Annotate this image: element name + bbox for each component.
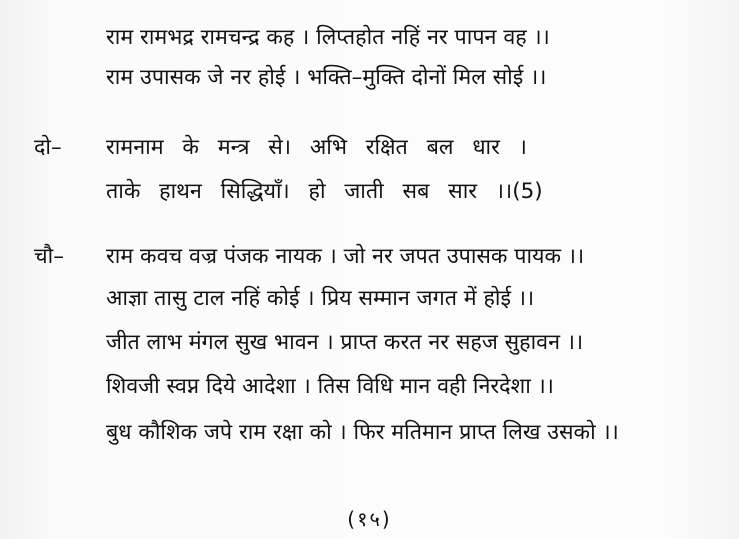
verse-line: राम रामभद्र रामचन्द्र कह । लिप्तहोत नहिं नर पापन वह ।। xyxy=(106,25,550,50)
page-number: (१५) xyxy=(347,507,392,531)
chaupai-label: चौ– xyxy=(34,244,64,269)
verse-line: रामनाम के मन्त्र से। अभि रक्षित बल धार । xyxy=(106,135,527,160)
verse-line: आज्ञा तासु टाल नहिं कोई । प्रिय सम्मान जगत में होई ।। xyxy=(106,286,535,311)
bleed-through xyxy=(460,100,465,118)
verse-line: ताके हाथन सिद्धियाँ। हो जाती सब सार ।।(5) xyxy=(106,179,543,204)
verse-line: राम कवच वज्र पंजक नायक । जो नर जपत उपासक पायक ।। xyxy=(106,244,585,269)
verse-line: शिवजी स्वप्न दिये आदेशा । तिस विधि मान वही निरदेशा ।। xyxy=(106,374,554,399)
doha-label: दो– xyxy=(34,135,62,160)
verse-line: राम उपासक जे नर होई । भक्ति–मुक्ति दोनों मिल सोई ।। xyxy=(106,65,547,90)
verse-line: बुध कौशिक जपे राम रक्षा को । फिर मतिमान प्राप्त लिख उसको ।। xyxy=(106,420,619,445)
verse-line: जीत लाभ मंगल सुख भावन । प्राप्त करत नर सहज सुहावन ।। xyxy=(106,330,584,355)
